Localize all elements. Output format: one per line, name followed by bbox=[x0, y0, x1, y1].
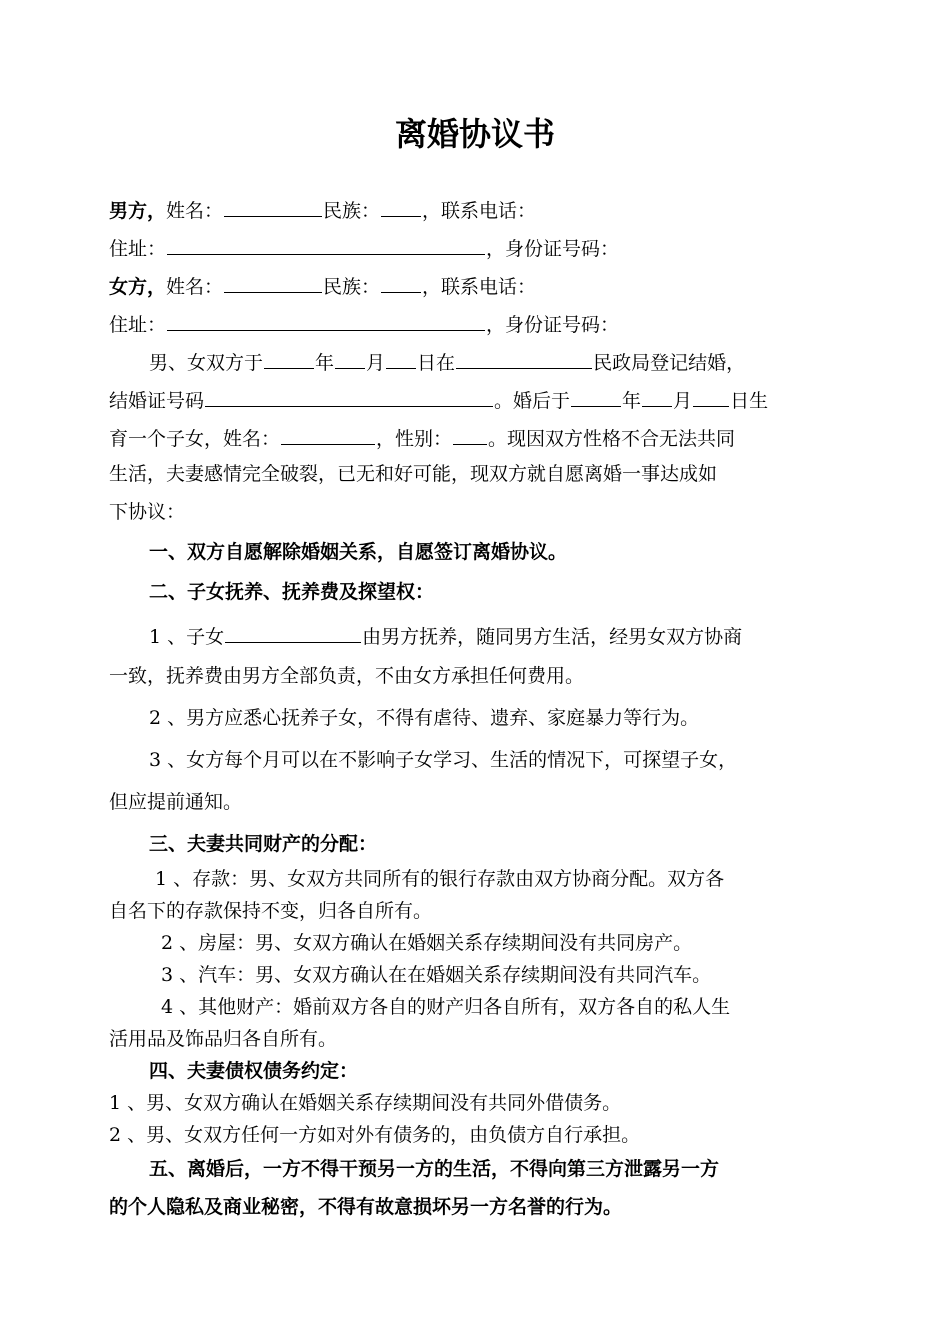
section-2-heading: 二、子女抚养、抚养费及探望权： bbox=[149, 581, 435, 603]
section-3-item-4-cont: 活用品及饰品归各自所有。 bbox=[109, 1028, 338, 1050]
male-address-line bbox=[109, 234, 839, 261]
gender-label: ，性别： bbox=[376, 428, 453, 450]
registered-text: 民政局登记结婚， bbox=[593, 352, 746, 374]
male-address-blank[interactable] bbox=[167, 234, 485, 255]
birth-year-blank[interactable] bbox=[571, 386, 621, 407]
female-ethnicity-blank[interactable] bbox=[381, 272, 421, 293]
section-4-item-2: 2 、男、女双方任何一方如对外有债务的，由负债方自行承担。 bbox=[109, 1124, 641, 1146]
day-label: 日在 bbox=[417, 352, 456, 374]
section-3-item-3: 3 、汽车：男、女双方确认在在婚姻关系存续期间没有共同汽车。 bbox=[161, 964, 712, 986]
intro-line-4: 生活，夫妻感情完全破裂，已无和好可能，现双方就自愿离婚一事达成如 bbox=[109, 463, 718, 485]
section-4-heading: 四、夫妻债权债务约定： bbox=[149, 1060, 359, 1082]
document-title: 离婚协议书 bbox=[394, 115, 555, 153]
month-label: 月 bbox=[673, 390, 693, 412]
child-name-label: 育一个子女，姓名： bbox=[109, 428, 281, 450]
male-phone-label: ，联系电话： bbox=[422, 200, 537, 222]
section-2-item-1 bbox=[109, 622, 879, 649]
marriage-year-blank[interactable] bbox=[264, 348, 314, 369]
section-3-heading: 三、夫妻共同财产的分配： bbox=[149, 833, 378, 855]
year-label: 年 bbox=[622, 390, 642, 412]
cert-label: 结婚证号码 bbox=[109, 390, 205, 412]
birth-day-blank[interactable] bbox=[693, 386, 729, 407]
section-5-cont: 的个人隐私及商业秘密，不得有故意损坏另一方名誉的行为。 bbox=[109, 1196, 623, 1218]
child-custody-blank[interactable] bbox=[225, 622, 361, 643]
section-2-item-1-cont: 一致，抚养费由男方全部负责，不由女方承担任何费用。 bbox=[109, 665, 585, 687]
female-name-label: 姓名： bbox=[166, 276, 224, 298]
female-label: 女方， bbox=[109, 276, 167, 298]
male-label: 男方， bbox=[109, 200, 167, 222]
section-5-heading: 五、离婚后，一方不得干预另一方的生活，不得向第三方泄露另一方 bbox=[149, 1158, 720, 1180]
after-marriage-text: 。婚后于 bbox=[494, 390, 571, 412]
female-party-line bbox=[109, 272, 839, 299]
section-2-item-3-cont: 但应提前通知。 bbox=[109, 791, 243, 813]
male-party-line bbox=[109, 196, 839, 223]
registry-office-blank[interactable] bbox=[456, 348, 592, 369]
marriage-day-blank[interactable] bbox=[386, 348, 416, 369]
day-born-text: 日生 bbox=[730, 390, 769, 412]
intro-line-5: 下协议： bbox=[109, 501, 186, 523]
section-2-item-2: 2 、男方应悉心抚养子女，不得有虐待、遗弃、家庭暴力等行为。 bbox=[149, 707, 700, 729]
section-4-item-1: 1 、男、女双方确认在婚姻关系存续期间没有共同外借债务。 bbox=[109, 1092, 622, 1114]
year-label: 年 bbox=[315, 352, 335, 374]
section-3-item-2: 2 、房屋：男、女双方确认在婚姻关系存续期间没有共同房产。 bbox=[161, 932, 693, 954]
male-name-label: 姓名： bbox=[166, 200, 224, 222]
item-text-cont: 由男方抚养，随同男方生活，经男女双方协商 bbox=[362, 626, 743, 648]
section-2-item-3: 3 、女方每个月可以在不影响子女学习、生活的情况下，可探望子女， bbox=[149, 749, 738, 771]
child-gender-blank[interactable] bbox=[453, 424, 487, 445]
intro-text-cont: 。现因双方性格不合无法共同 bbox=[488, 428, 736, 450]
female-id-label: ，身份证号码： bbox=[486, 314, 620, 336]
birth-month-blank[interactable] bbox=[642, 386, 672, 407]
female-address-label: 住址： bbox=[109, 314, 167, 336]
female-address-line bbox=[109, 310, 839, 337]
female-name-blank[interactable] bbox=[224, 272, 322, 293]
male-name-blank[interactable] bbox=[224, 196, 322, 217]
intro-line-3 bbox=[109, 424, 839, 451]
child-name-blank[interactable] bbox=[281, 424, 375, 445]
female-ethnicity-label: 民族： bbox=[323, 276, 381, 298]
marriage-cert-blank[interactable] bbox=[205, 386, 493, 407]
female-address-blank[interactable] bbox=[167, 310, 485, 331]
month-label: 月 bbox=[366, 352, 386, 374]
intro-line-1 bbox=[109, 348, 879, 375]
female-phone-label: ，联系电话： bbox=[422, 276, 537, 298]
intro-text: 男、女双方于 bbox=[149, 352, 264, 374]
intro-line-2 bbox=[109, 386, 839, 413]
marriage-month-blank[interactable] bbox=[335, 348, 365, 369]
male-ethnicity-label: 民族： bbox=[323, 200, 381, 222]
item-text: 1 、子女 bbox=[149, 626, 225, 648]
section-3-item-1-cont: 自名下的存款保持不变，归各自所有。 bbox=[109, 900, 433, 922]
section-3-item-4: 4 、其他财产：婚前双方各自的财产归各自所有，双方各自的私人生 bbox=[161, 996, 731, 1018]
male-ethnicity-blank[interactable] bbox=[381, 196, 421, 217]
male-address-label: 住址： bbox=[109, 238, 167, 260]
male-id-label: ，身份证号码： bbox=[486, 238, 620, 260]
section-1-heading: 一、双方自愿解除婚姻关系，自愿签订离婚协议。 bbox=[149, 541, 568, 563]
section-3-item-1: 1 、存款：男、女双方共同所有的银行存款由双方协商分配。双方各 bbox=[155, 868, 725, 890]
